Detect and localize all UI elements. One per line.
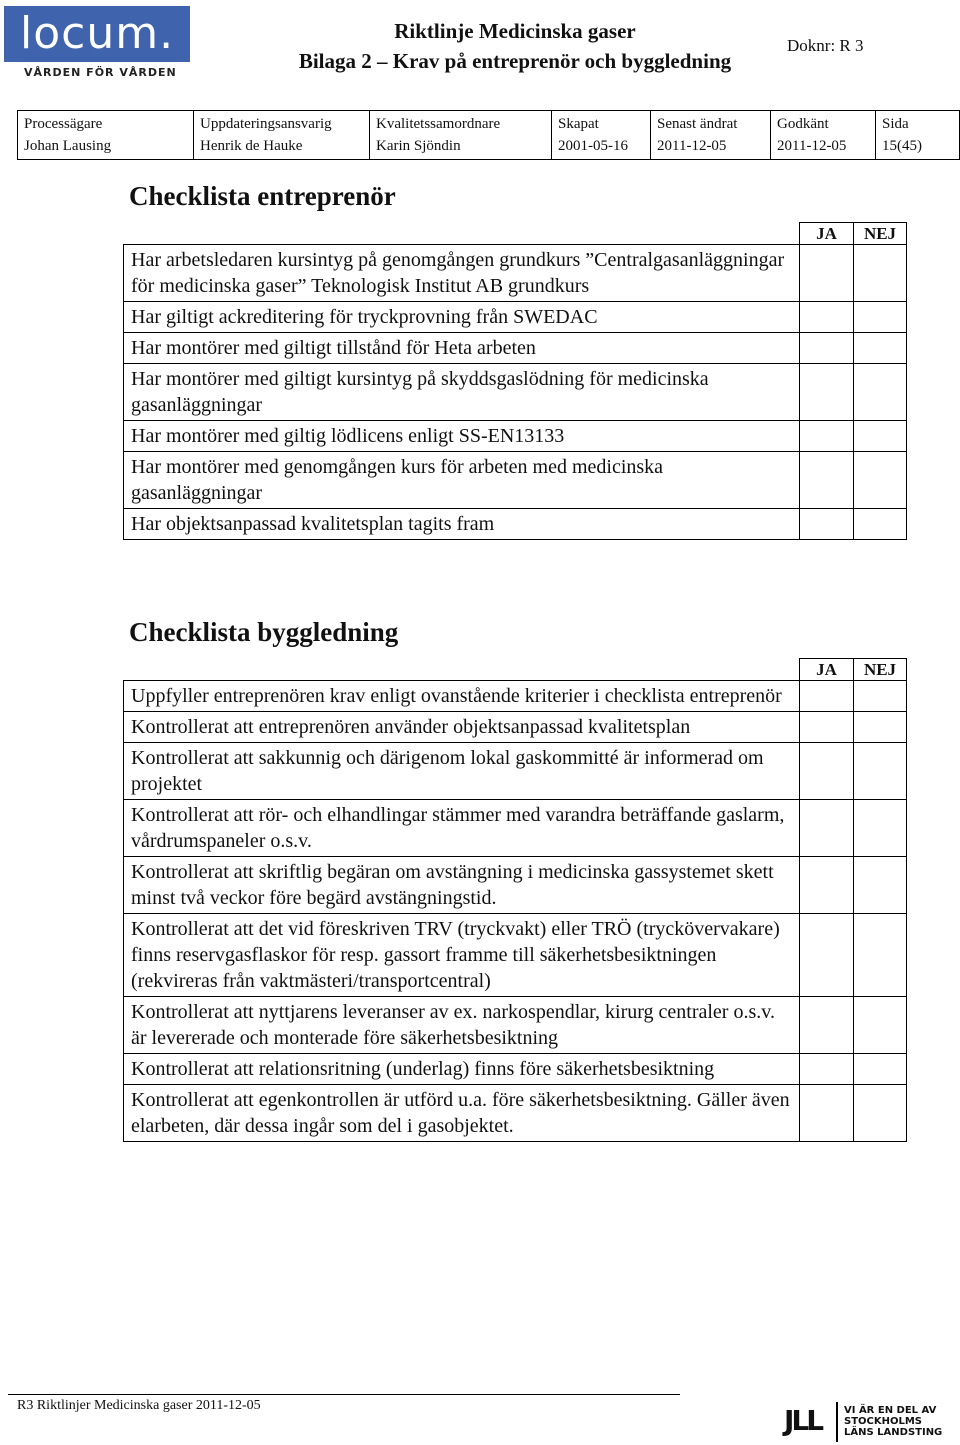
table-row (124, 1085, 907, 1142)
meta-cell-quality-coordinator: Kvalitetssamordnare Karin Sjöndin (370, 111, 552, 160)
question-text: Kontrollerat att relationsritning (underlag) finns före säkerhetsbesiktning (124, 1054, 800, 1085)
question-text: Kontrollerat att sakkunnig och därigenom lokal gaskommitté är informerad om projektet (124, 743, 800, 800)
table-header-row (124, 659, 907, 681)
question-text: Kontrollerat att nyttjarens leveranser av ex. narkospendlar, kirurg centraler o.s.v. är levererade och monterade före säkerhetsbesiktning (124, 997, 800, 1054)
nej-checkbox-cell[interactable] (854, 364, 907, 421)
ja-checkbox-cell[interactable] (800, 421, 854, 452)
sll-logo-mark: JLL (784, 1404, 822, 1437)
nej-checkbox-cell[interactable] (854, 245, 907, 302)
nej-checkbox-cell[interactable] (854, 857, 907, 914)
ja-checkbox-cell[interactable] (800, 914, 854, 997)
nej-checkbox-cell[interactable] (854, 681, 907, 712)
table-row (124, 743, 907, 800)
ja-checkbox-cell[interactable] (800, 245, 854, 302)
ja-checkbox-cell[interactable] (800, 857, 854, 914)
table-row (124, 800, 907, 857)
metadata-table (17, 110, 960, 160)
ja-checkbox-cell[interactable] (800, 509, 854, 540)
question-text: Kontrollerat att det vid föreskriven TRV (tryckvakt) eller TRÖ (tryckövervakare) finns reservgasflaskor för resp. gassort framme till säkerhetsbesiktningen (rekvireras från vaktmästeri/transportcentral) (124, 914, 800, 997)
sll-logo (784, 1402, 944, 1442)
sll-logo-text: VI ÄR EN DEL AV STOCKHOLMS LÄNS LANDSTING (844, 1405, 943, 1438)
table-row (124, 302, 907, 333)
footer-divider (8, 1394, 680, 1395)
ja-checkbox-cell[interactable] (800, 1054, 854, 1085)
meta-cell-approved: Godkänt 2011-12-05 (771, 111, 876, 160)
table-row (124, 1054, 907, 1085)
nej-checkbox-cell[interactable] (854, 421, 907, 452)
ja-checkbox-cell[interactable] (800, 800, 854, 857)
question-text: Kontrollerat att rör- och elhandlingar stämmer med varandra beträffande gaslarm, vårdrumspaneler o.s.v. (124, 800, 800, 857)
ja-checkbox-cell[interactable] (800, 452, 854, 509)
ja-checkbox-cell[interactable] (800, 302, 854, 333)
nej-checkbox-cell[interactable] (854, 743, 907, 800)
nej-column-header: NEJ (854, 223, 907, 245)
table-row (124, 421, 907, 452)
question-text: Har montörer med giltig lödlicens enligt SS-EN13133 (124, 421, 800, 452)
question-text: Har giltigt ackreditering för tryckprovning från SWEDAC (124, 302, 800, 333)
ja-checkbox-cell[interactable] (800, 997, 854, 1054)
question-text: Har montörer med giltigt tillstånd för Heta arbeten (124, 333, 800, 364)
heading-checklista-entreprenor: Checklista entreprenör (129, 181, 396, 211)
checklist-byggledning-table (123, 658, 907, 1142)
nej-checkbox-cell[interactable] (854, 712, 907, 743)
table-row (124, 509, 907, 540)
ja-checkbox-cell[interactable] (800, 743, 854, 800)
ja-checkbox-cell[interactable] (800, 1085, 854, 1142)
locum-logo (4, 6, 190, 82)
table-row (124, 997, 907, 1054)
nej-checkbox-cell[interactable] (854, 509, 907, 540)
meta-cell-last-changed: Senast ändrat 2011-12-05 (651, 111, 771, 160)
question-text: Har montörer med genomgången kurs för arbeten med medicinska gasanläggningar (124, 452, 800, 509)
table-row (124, 452, 907, 509)
document-title (270, 16, 760, 76)
ja-checkbox-cell[interactable] (800, 681, 854, 712)
ja-column-header: JA (800, 223, 854, 245)
document-number: Doknr: R 3 (787, 36, 864, 55)
checklist-entreprenor-table (123, 222, 907, 540)
ja-checkbox-cell[interactable] (800, 364, 854, 421)
table-row (124, 712, 907, 743)
meta-cell-page: Sida 15(45) (876, 111, 960, 160)
logo-divider (836, 1402, 838, 1442)
nej-checkbox-cell[interactable] (854, 914, 907, 997)
ja-checkbox-cell[interactable] (800, 712, 854, 743)
question-text: Kontrollerat att egenkontrollen är utförd u.a. före säkerhetsbesiktning. Gäller även elarbeten, där dessa ingår som del i gasobjektet. (124, 1085, 800, 1142)
table-header-row (124, 223, 907, 245)
heading-checklista-byggledning: Checklista byggledning (129, 617, 399, 647)
table-row (124, 333, 907, 364)
question-text: Har objektsanpassad kvalitetsplan tagits fram (124, 509, 800, 540)
meta-cell-process-owner: Processägare Johan Lausing (18, 111, 194, 160)
footer-text: R3 Riktlinjer Medicinska gaser 2011-12-05 (17, 1398, 261, 1413)
question-text: Kontrollerat att entreprenören använder objektsanpassad kvalitetsplan (124, 712, 800, 743)
nej-checkbox-cell[interactable] (854, 800, 907, 857)
logo-wordmark: locum. (4, 6, 190, 62)
title-line-2: Bilaga 2 – Krav på entreprenör och byggledning (298, 49, 732, 73)
ja-column-header: JA (800, 659, 854, 681)
question-text: Har arbetsledaren kursintyg på genomgången grundkurs ”Centralgasanläggningar för medicinska gaser” Teknologisk Institut AB grundkurs (124, 245, 800, 302)
table-row (124, 245, 907, 302)
table-row (124, 681, 907, 712)
meta-cell-created: Skapat 2001-05-16 (552, 111, 651, 160)
nej-column-header: NEJ (854, 659, 907, 681)
nej-checkbox-cell[interactable] (854, 997, 907, 1054)
nej-checkbox-cell[interactable] (854, 333, 907, 364)
nej-checkbox-cell[interactable] (854, 452, 907, 509)
nej-checkbox-cell[interactable] (854, 1085, 907, 1142)
question-text: Har montörer med giltigt kursintyg på skyddsgaslödning för medicinska gasanläggningar (124, 364, 800, 421)
nej-checkbox-cell[interactable] (854, 302, 907, 333)
table-row (124, 857, 907, 914)
ja-checkbox-cell[interactable] (800, 333, 854, 364)
table-row (124, 914, 907, 997)
nej-checkbox-cell[interactable] (854, 1054, 907, 1085)
question-text: Uppfyller entreprenören krav enligt ovanstående kriterier i checklista entreprenör (124, 681, 800, 712)
meta-cell-update-responsible: Uppdateringsansvarig Henrik de Hauke (194, 111, 370, 160)
title-line-1: Riktlinje Medicinska gaser (394, 19, 636, 43)
question-text: Kontrollerat att skriftlig begäran om avstängning i medicinska gassystemet skett minst två veckor före begärd avstängningstid. (124, 857, 800, 914)
table-row (124, 364, 907, 421)
logo-tagline: VÅRDEN FÖR VÅRDEN (24, 66, 177, 79)
